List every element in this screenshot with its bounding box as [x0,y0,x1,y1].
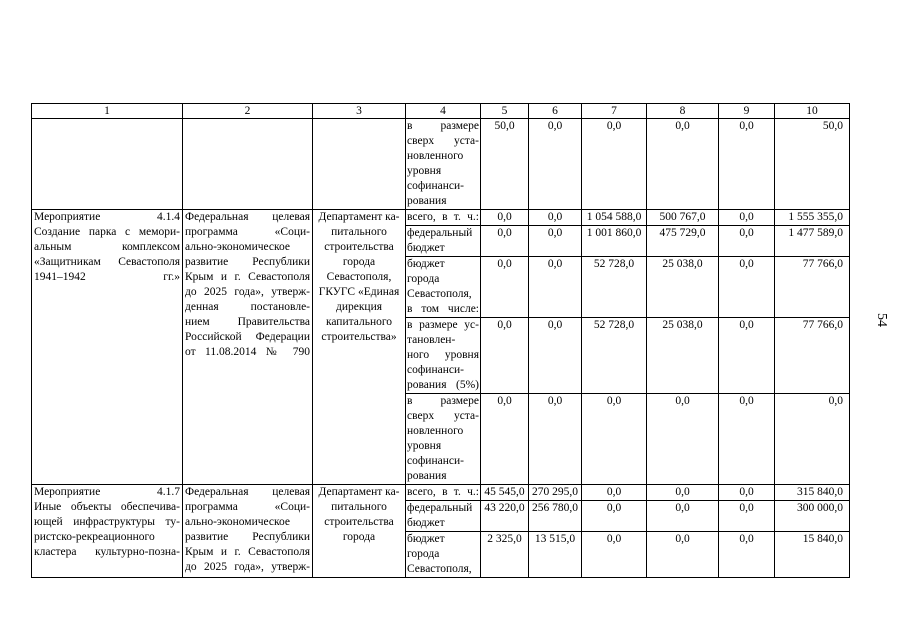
budget-table [31,103,850,578]
amount-cell: 0,0 [647,532,719,578]
amount-cell: 0,0 [481,257,529,318]
amount-cell: 256 780,0 [529,501,582,532]
amount-cell: 45 545,0 [481,485,529,501]
amount-cell: 0,0 [582,394,647,485]
event-name: Мероприятие 4.1.4 Создание парка с мемори- альным комплексом «Защитникам Севастополя 1941–1942 гг.» [32,210,183,485]
amount-cell: 0,0 [775,394,850,485]
amount-cell: 0,0 [529,119,582,210]
page-number: 54 [874,313,889,327]
empty-cell [313,119,406,210]
column-header: 3 [313,104,406,119]
column-header: 8 [647,104,719,119]
amount-cell: 315 840,0 [775,485,850,501]
amount-cell: 300 000,0 [775,501,850,532]
amount-cell: 0,0 [719,119,775,210]
column-header: 1 [32,104,183,119]
amount-cell: 0,0 [719,318,775,394]
amount-cell: 0,0 [647,119,719,210]
amount-cell: 25 038,0 [647,318,719,394]
amount-cell: 25 038,0 [647,257,719,318]
amount-cell: 1 054 588,0 [582,210,647,226]
amount-cell: 0,0 [719,532,775,578]
empty-cell [32,119,183,210]
amount-cell: 270 295,0 [529,485,582,501]
amount-cell: 0,0 [582,501,647,532]
funding-source: в размере ус- тановлен- ного уровня софинанси- рования (5%) [406,318,481,394]
amount-cell: 0,0 [719,257,775,318]
amount-cell: 0,0 [529,226,582,257]
amount-cell: 0,0 [481,318,529,394]
amount-cell: 1 001 860,0 [582,226,647,257]
amount-cell: 0,0 [647,501,719,532]
table-row [32,210,850,226]
column-header: 6 [529,104,582,119]
amount-cell: 13 515,0 [529,532,582,578]
amount-cell: 475 729,0 [647,226,719,257]
empty-cell [183,119,313,210]
amount-cell: 0,0 [582,119,647,210]
event-executor: Департамент ка- питального строительства города Севастополя, ГКУГС «Единая дирекция капитального строительства» [313,210,406,485]
amount-cell: 0,0 [719,501,775,532]
amount-cell: 50,0 [481,119,529,210]
column-header: 10 [775,104,850,119]
amount-cell: 0,0 [719,210,775,226]
amount-cell: 0,0 [481,210,529,226]
amount-cell: 77 766,0 [775,318,850,394]
amount-cell: 0,0 [719,485,775,501]
column-header: 2 [183,104,313,119]
amount-cell: 52 728,0 [582,257,647,318]
amount-cell: 500 767,0 [647,210,719,226]
funding-source: федеральный бюджет [406,226,481,257]
funding-source: всего, в т. ч.: [406,485,481,501]
event-name: Мероприятие 4.1.7 Иные объекты обеспечива- ющей инфраструктуры ту- ристско-рекреационного кластера культурно-позна- [32,485,183,578]
column-header: 9 [719,104,775,119]
event-program: Федеральная целевая программа «Соци- ально-экономическое развитие Республики Крым и г. Севастополя до 2025 года», утверж- [183,485,313,578]
amount-cell: 0,0 [719,226,775,257]
amount-cell: 1 477 589,0 [775,226,850,257]
funding-source: бюджет города Севастополя, в том числе: [406,257,481,318]
amount-cell: 50,0 [775,119,850,210]
funding-source: всего, в т. ч.: [406,210,481,226]
amount-cell: 0,0 [481,394,529,485]
amount-cell: 0,0 [529,318,582,394]
event-executor: Департамент ка- питального строительства города [313,485,406,578]
funding-source: в размере сверх уста- новленного уровня софинанси- рования [406,119,481,210]
amount-cell: 2 325,0 [481,532,529,578]
event-program: Федеральная целевая программа «Соци- ально-экономическое развитие Республики Крым и г. Севастополя до 2025 года», утверж- денная постановле- нием Правительства Российской Федерации от 11.08.2014 № 790 [183,210,313,485]
amount-cell: 15 840,0 [775,532,850,578]
amount-cell: 1 555 355,0 [775,210,850,226]
header-row [32,104,850,119]
column-header: 4 [406,104,481,119]
amount-cell: 0,0 [529,210,582,226]
amount-cell: 0,0 [647,394,719,485]
funding-source: федеральный бюджет [406,501,481,532]
funding-source: бюджет города Севастополя, [406,532,481,578]
table-row [32,485,850,501]
amount-cell: 0,0 [719,394,775,485]
amount-cell: 43 220,0 [481,501,529,532]
amount-cell: 0,0 [647,485,719,501]
table-row [32,119,850,210]
column-header: 5 [481,104,529,119]
amount-cell: 77 766,0 [775,257,850,318]
amount-cell: 0,0 [481,226,529,257]
amount-cell: 0,0 [582,485,647,501]
amount-cell: 0,0 [529,394,582,485]
column-header: 7 [582,104,647,119]
table-body [32,104,850,578]
funding-source: в размере сверх уста- новленного уровня софинанси- рования [406,394,481,485]
amount-cell: 52 728,0 [582,318,647,394]
amount-cell: 0,0 [582,532,647,578]
amount-cell: 0,0 [529,257,582,318]
